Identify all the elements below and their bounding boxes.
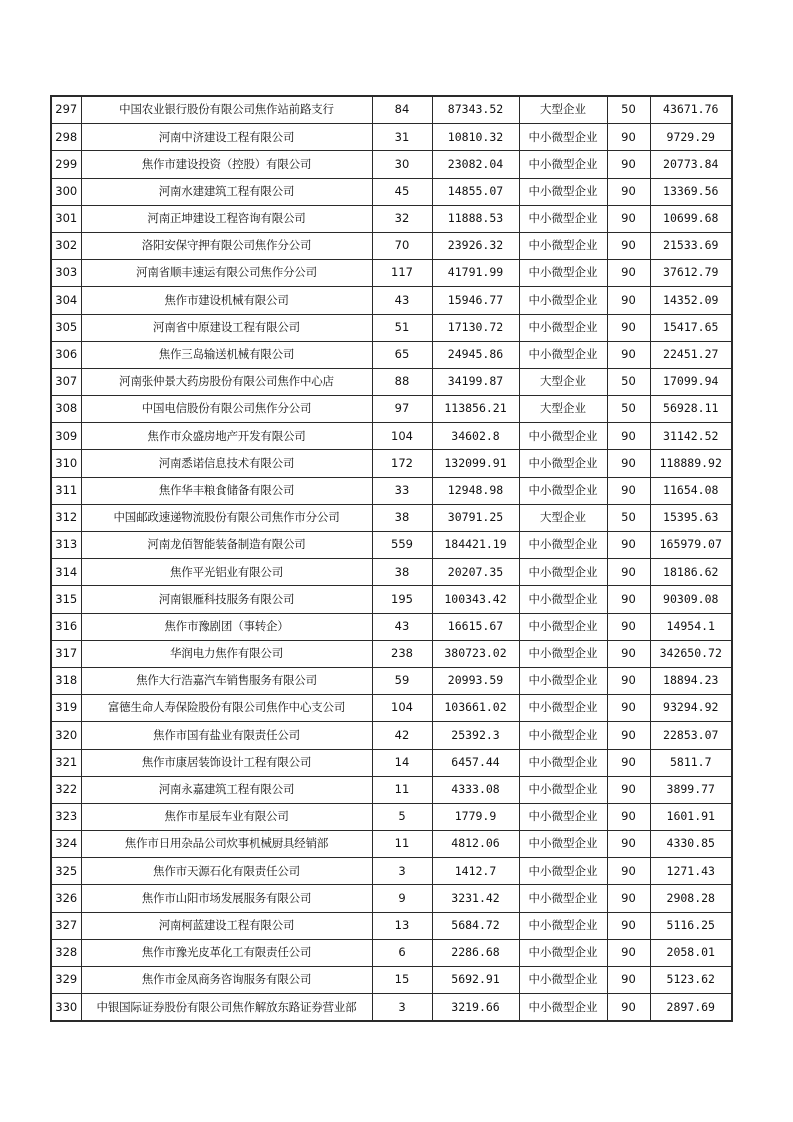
total-cell: 18186.62	[650, 559, 732, 586]
total-cell: 2908.28	[650, 885, 732, 912]
count-cell: 88	[372, 368, 432, 395]
row-number-cell: 328	[51, 939, 81, 966]
rate-cell: 90	[607, 695, 650, 722]
total-cell: 3899.77	[650, 776, 732, 803]
rate-cell: 90	[607, 124, 650, 151]
company-name-cell: 河南张仲景大药房股份有限公司焦作中心店	[81, 368, 372, 395]
rate-cell: 90	[607, 559, 650, 586]
amount-cell: 6457.44	[432, 749, 519, 776]
amount-cell: 41791.99	[432, 260, 519, 287]
table-row	[51, 967, 732, 994]
rate-cell: 90	[607, 314, 650, 341]
count-cell: 559	[372, 532, 432, 559]
row-number-cell: 307	[51, 368, 81, 395]
company-name-cell: 焦作平光铝业有限公司	[81, 559, 372, 586]
enterprise-type-cell: 中小微型企业	[519, 586, 607, 613]
count-cell: 42	[372, 722, 432, 749]
row-number-cell: 329	[51, 967, 81, 994]
amount-cell: 15946.77	[432, 287, 519, 314]
count-cell: 70	[372, 232, 432, 259]
company-name-cell: 焦作大行浩嘉汽车销售服务有限公司	[81, 667, 372, 694]
table-row	[51, 559, 732, 586]
table-row	[51, 613, 732, 640]
rate-cell: 90	[607, 151, 650, 178]
enterprise-type-cell: 中小微型企业	[519, 314, 607, 341]
amount-cell: 103661.02	[432, 695, 519, 722]
enterprise-type-cell: 中小微型企业	[519, 151, 607, 178]
rate-cell: 90	[607, 260, 650, 287]
row-number-cell: 322	[51, 776, 81, 803]
enterprise-type-cell: 中小微型企业	[519, 776, 607, 803]
total-cell: 1601.91	[650, 803, 732, 830]
enterprise-type-cell: 中小微型企业	[519, 287, 607, 314]
company-name-cell: 焦作市金凤商务咨询服务有限公司	[81, 967, 372, 994]
enterprise-type-cell: 大型企业	[519, 504, 607, 531]
enterprise-type-cell: 中小微型企业	[519, 695, 607, 722]
row-number-cell: 308	[51, 396, 81, 423]
company-name-cell: 焦作市豫剧团（事转企）	[81, 613, 372, 640]
table-row	[51, 586, 732, 613]
rate-cell: 90	[607, 613, 650, 640]
row-number-cell: 298	[51, 124, 81, 151]
amount-cell: 17130.72	[432, 314, 519, 341]
company-name-cell: 焦作市山阳市场发展服务有限公司	[81, 885, 372, 912]
count-cell: 5	[372, 803, 432, 830]
enterprise-type-cell: 中小微型企业	[519, 667, 607, 694]
table-row	[51, 939, 732, 966]
rate-cell: 90	[607, 341, 650, 368]
rate-cell: 90	[607, 423, 650, 450]
amount-cell: 34602.8	[432, 423, 519, 450]
enterprise-type-cell: 中小微型企业	[519, 559, 607, 586]
table-row	[51, 749, 732, 776]
rate-cell: 50	[607, 504, 650, 531]
amount-cell: 2286.68	[432, 939, 519, 966]
table-row	[51, 396, 732, 423]
rate-cell: 90	[607, 722, 650, 749]
enterprise-type-cell: 中小微型企业	[519, 640, 607, 667]
total-cell: 15395.63	[650, 504, 732, 531]
total-cell: 17099.94	[650, 368, 732, 395]
amount-cell: 1412.7	[432, 858, 519, 885]
company-name-cell: 焦作市建设机械有限公司	[81, 287, 372, 314]
amount-cell: 100343.42	[432, 586, 519, 613]
company-name-cell: 河南中济建设工程有限公司	[81, 124, 372, 151]
total-cell: 31142.52	[650, 423, 732, 450]
amount-cell: 25392.3	[432, 722, 519, 749]
total-cell: 9729.29	[650, 124, 732, 151]
table-row	[51, 96, 732, 124]
rate-cell: 90	[607, 287, 650, 314]
total-cell: 37612.79	[650, 260, 732, 287]
rate-cell: 90	[607, 667, 650, 694]
total-cell: 20773.84	[650, 151, 732, 178]
count-cell: 238	[372, 640, 432, 667]
count-cell: 38	[372, 559, 432, 586]
table-row	[51, 912, 732, 939]
company-name-cell: 中银国际证券股份有限公司焦作解放东路证券营业部	[81, 994, 372, 1022]
total-cell: 11654.08	[650, 477, 732, 504]
company-name-cell: 焦作市豫光皮革化工有限责任公司	[81, 939, 372, 966]
total-cell: 43671.76	[650, 96, 732, 124]
row-number-cell: 305	[51, 314, 81, 341]
row-number-cell: 323	[51, 803, 81, 830]
amount-cell: 5692.91	[432, 967, 519, 994]
rate-cell: 90	[607, 858, 650, 885]
count-cell: 9	[372, 885, 432, 912]
rate-cell: 90	[607, 994, 650, 1022]
table-row	[51, 368, 732, 395]
rate-cell: 90	[607, 885, 650, 912]
count-cell: 14	[372, 749, 432, 776]
amount-cell: 132099.91	[432, 450, 519, 477]
row-number-cell: 316	[51, 613, 81, 640]
company-name-cell: 河南省中原建设工程有限公司	[81, 314, 372, 341]
row-number-cell: 313	[51, 532, 81, 559]
table-row	[51, 477, 732, 504]
row-number-cell: 325	[51, 858, 81, 885]
row-number-cell: 326	[51, 885, 81, 912]
enterprise-type-cell: 中小微型企业	[519, 912, 607, 939]
row-number-cell: 324	[51, 831, 81, 858]
row-number-cell: 309	[51, 423, 81, 450]
rate-cell: 90	[607, 912, 650, 939]
company-name-cell: 焦作华丰粮食储备有限公司	[81, 477, 372, 504]
company-name-cell: 中国邮政速递物流股份有限公司焦作市分公司	[81, 504, 372, 531]
row-number-cell: 300	[51, 178, 81, 205]
table-row	[51, 232, 732, 259]
table-row	[51, 205, 732, 232]
total-cell: 118889.92	[650, 450, 732, 477]
count-cell: 97	[372, 396, 432, 423]
table-row	[51, 260, 732, 287]
table-row	[51, 803, 732, 830]
company-name-cell: 河南水建建筑工程有限公司	[81, 178, 372, 205]
count-cell: 104	[372, 695, 432, 722]
company-name-cell: 焦作市国有盐业有限责任公司	[81, 722, 372, 749]
count-cell: 11	[372, 776, 432, 803]
row-number-cell: 297	[51, 96, 81, 124]
company-name-cell: 河南永嘉建筑工程有限公司	[81, 776, 372, 803]
company-name-cell: 焦作市康居装饰设计工程有限公司	[81, 749, 372, 776]
row-number-cell: 310	[51, 450, 81, 477]
rate-cell: 90	[607, 450, 650, 477]
enterprise-type-cell: 中小微型企业	[519, 858, 607, 885]
total-cell: 18894.23	[650, 667, 732, 694]
company-name-cell: 河南省顺丰速运有限公司焦作分公司	[81, 260, 372, 287]
company-name-cell: 华润电力焦作有限公司	[81, 640, 372, 667]
table-row	[51, 341, 732, 368]
row-number-cell: 302	[51, 232, 81, 259]
rate-cell: 90	[607, 205, 650, 232]
total-cell: 5116.25	[650, 912, 732, 939]
row-number-cell: 330	[51, 994, 81, 1022]
count-cell: 43	[372, 287, 432, 314]
total-cell: 14352.09	[650, 287, 732, 314]
rate-cell: 90	[607, 586, 650, 613]
row-number-cell: 321	[51, 749, 81, 776]
amount-cell: 184421.19	[432, 532, 519, 559]
amount-cell: 11888.53	[432, 205, 519, 232]
amount-cell: 20993.59	[432, 667, 519, 694]
amount-cell: 3219.66	[432, 994, 519, 1022]
total-cell: 90309.08	[650, 586, 732, 613]
amount-cell: 4333.08	[432, 776, 519, 803]
enterprise-type-cell: 中小微型企业	[519, 831, 607, 858]
row-number-cell: 306	[51, 341, 81, 368]
amount-cell: 34199.87	[432, 368, 519, 395]
rate-cell: 90	[607, 939, 650, 966]
total-cell: 2058.01	[650, 939, 732, 966]
table-row	[51, 640, 732, 667]
total-cell: 342650.72	[650, 640, 732, 667]
total-cell: 165979.07	[650, 532, 732, 559]
amount-cell: 14855.07	[432, 178, 519, 205]
row-number-cell: 299	[51, 151, 81, 178]
total-cell: 10699.68	[650, 205, 732, 232]
table-row	[51, 776, 732, 803]
enterprise-type-cell: 中小微型企业	[519, 967, 607, 994]
amount-cell: 380723.02	[432, 640, 519, 667]
company-name-cell: 焦作市天源石化有限责任公司	[81, 858, 372, 885]
row-number-cell: 317	[51, 640, 81, 667]
rate-cell: 50	[607, 96, 650, 124]
amount-cell: 23082.04	[432, 151, 519, 178]
count-cell: 31	[372, 124, 432, 151]
enterprise-type-cell: 中小微型企业	[519, 722, 607, 749]
enterprise-type-cell: 中小微型企业	[519, 749, 607, 776]
enterprise-type-cell: 中小微型企业	[519, 450, 607, 477]
enterprise-type-cell: 中小微型企业	[519, 205, 607, 232]
total-cell: 1271.43	[650, 858, 732, 885]
total-cell: 5811.7	[650, 749, 732, 776]
company-name-cell: 河南正坤建设工程咨询有限公司	[81, 205, 372, 232]
total-cell: 5123.62	[650, 967, 732, 994]
amount-cell: 20207.35	[432, 559, 519, 586]
row-number-cell: 318	[51, 667, 81, 694]
row-number-cell: 319	[51, 695, 81, 722]
table-row	[51, 831, 732, 858]
count-cell: 13	[372, 912, 432, 939]
amount-cell: 30791.25	[432, 504, 519, 531]
row-number-cell: 304	[51, 287, 81, 314]
rate-cell: 90	[607, 967, 650, 994]
count-cell: 51	[372, 314, 432, 341]
company-name-cell: 洛阳安保守押有限公司焦作分公司	[81, 232, 372, 259]
table-row	[51, 178, 732, 205]
enterprise-type-cell: 中小微型企业	[519, 178, 607, 205]
company-name-cell: 焦作市建设投资（控股）有限公司	[81, 151, 372, 178]
company-name-cell: 焦作三岛输送机械有限公司	[81, 341, 372, 368]
count-cell: 32	[372, 205, 432, 232]
count-cell: 30	[372, 151, 432, 178]
enterprise-type-cell: 中小微型企业	[519, 939, 607, 966]
table-row	[51, 450, 732, 477]
row-number-cell: 303	[51, 260, 81, 287]
count-cell: 195	[372, 586, 432, 613]
rate-cell: 90	[607, 232, 650, 259]
table-body	[51, 96, 732, 1021]
table-row	[51, 667, 732, 694]
table-row	[51, 151, 732, 178]
count-cell: 84	[372, 96, 432, 124]
total-cell: 14954.1	[650, 613, 732, 640]
amount-cell: 23926.32	[432, 232, 519, 259]
amount-cell: 5684.72	[432, 912, 519, 939]
count-cell: 3	[372, 994, 432, 1022]
count-cell: 38	[372, 504, 432, 531]
company-name-cell: 河南柯蓝建设工程有限公司	[81, 912, 372, 939]
enterprise-type-cell: 中小微型企业	[519, 124, 607, 151]
enterprise-type-cell: 中小微型企业	[519, 477, 607, 504]
count-cell: 43	[372, 613, 432, 640]
count-cell: 117	[372, 260, 432, 287]
table-row	[51, 124, 732, 151]
company-name-cell: 富德生命人寿保险股份有限公司焦作中心支公司	[81, 695, 372, 722]
count-cell: 59	[372, 667, 432, 694]
count-cell: 11	[372, 831, 432, 858]
total-cell: 56928.11	[650, 396, 732, 423]
amount-cell: 3231.42	[432, 885, 519, 912]
company-name-cell: 中国电信股份有限公司焦作分公司	[81, 396, 372, 423]
count-cell: 45	[372, 178, 432, 205]
enterprise-type-cell: 中小微型企业	[519, 532, 607, 559]
rate-cell: 90	[607, 178, 650, 205]
rate-cell: 90	[607, 776, 650, 803]
company-name-cell: 河南龙佰智能装备制造有限公司	[81, 532, 372, 559]
row-number-cell: 320	[51, 722, 81, 749]
row-number-cell: 314	[51, 559, 81, 586]
enterprise-type-cell: 大型企业	[519, 368, 607, 395]
total-cell: 93294.92	[650, 695, 732, 722]
rate-cell: 90	[607, 532, 650, 559]
amount-cell: 10810.32	[432, 124, 519, 151]
company-name-cell: 焦作市众盛房地产开发有限公司	[81, 423, 372, 450]
enterprise-type-cell: 中小微型企业	[519, 613, 607, 640]
count-cell: 104	[372, 423, 432, 450]
enterprise-type-cell: 大型企业	[519, 396, 607, 423]
amount-cell: 4812.06	[432, 831, 519, 858]
count-cell: 6	[372, 939, 432, 966]
total-cell: 15417.65	[650, 314, 732, 341]
amount-cell: 1779.9	[432, 803, 519, 830]
rate-cell: 50	[607, 396, 650, 423]
table-row	[51, 994, 732, 1022]
count-cell: 3	[372, 858, 432, 885]
row-number-cell: 301	[51, 205, 81, 232]
table-row	[51, 722, 732, 749]
table-row	[51, 532, 732, 559]
table-row	[51, 858, 732, 885]
company-name-cell: 焦作市星辰车业有限公司	[81, 803, 372, 830]
enterprise-type-cell: 中小微型企业	[519, 423, 607, 450]
count-cell: 33	[372, 477, 432, 504]
data-table	[50, 95, 733, 1022]
company-name-cell: 河南银雁科技服务有限公司	[81, 586, 372, 613]
amount-cell: 113856.21	[432, 396, 519, 423]
enterprise-type-cell: 中小微型企业	[519, 885, 607, 912]
row-number-cell: 312	[51, 504, 81, 531]
row-number-cell: 311	[51, 477, 81, 504]
company-name-cell: 河南悉诺信息技术有限公司	[81, 450, 372, 477]
enterprise-type-cell: 中小微型企业	[519, 994, 607, 1022]
rate-cell: 90	[607, 640, 650, 667]
amount-cell: 24945.86	[432, 341, 519, 368]
row-number-cell: 315	[51, 586, 81, 613]
count-cell: 65	[372, 341, 432, 368]
amount-cell: 12948.98	[432, 477, 519, 504]
company-name-cell: 中国农业银行股份有限公司焦作站前路支行	[81, 96, 372, 124]
enterprise-type-cell: 中小微型企业	[519, 260, 607, 287]
row-number-cell: 327	[51, 912, 81, 939]
enterprise-type-cell: 中小微型企业	[519, 803, 607, 830]
table-row	[51, 314, 732, 341]
total-cell: 21533.69	[650, 232, 732, 259]
count-cell: 15	[372, 967, 432, 994]
rate-cell: 50	[607, 368, 650, 395]
enterprise-type-cell: 中小微型企业	[519, 232, 607, 259]
total-cell: 22451.27	[650, 341, 732, 368]
table-row	[51, 885, 732, 912]
company-name-cell: 焦作市日用杂品公司炊事机械厨具经销部	[81, 831, 372, 858]
enterprise-type-cell: 大型企业	[519, 96, 607, 124]
count-cell: 172	[372, 450, 432, 477]
table-row	[51, 695, 732, 722]
table-row	[51, 504, 732, 531]
table-row	[51, 423, 732, 450]
rate-cell: 90	[607, 749, 650, 776]
rate-cell: 90	[607, 477, 650, 504]
total-cell: 4330.85	[650, 831, 732, 858]
enterprise-type-cell: 中小微型企业	[519, 341, 607, 368]
rate-cell: 90	[607, 831, 650, 858]
table-row	[51, 287, 732, 314]
total-cell: 22853.07	[650, 722, 732, 749]
total-cell: 13369.56	[650, 178, 732, 205]
amount-cell: 87343.52	[432, 96, 519, 124]
amount-cell: 16615.67	[432, 613, 519, 640]
total-cell: 2897.69	[650, 994, 732, 1022]
rate-cell: 90	[607, 803, 650, 830]
